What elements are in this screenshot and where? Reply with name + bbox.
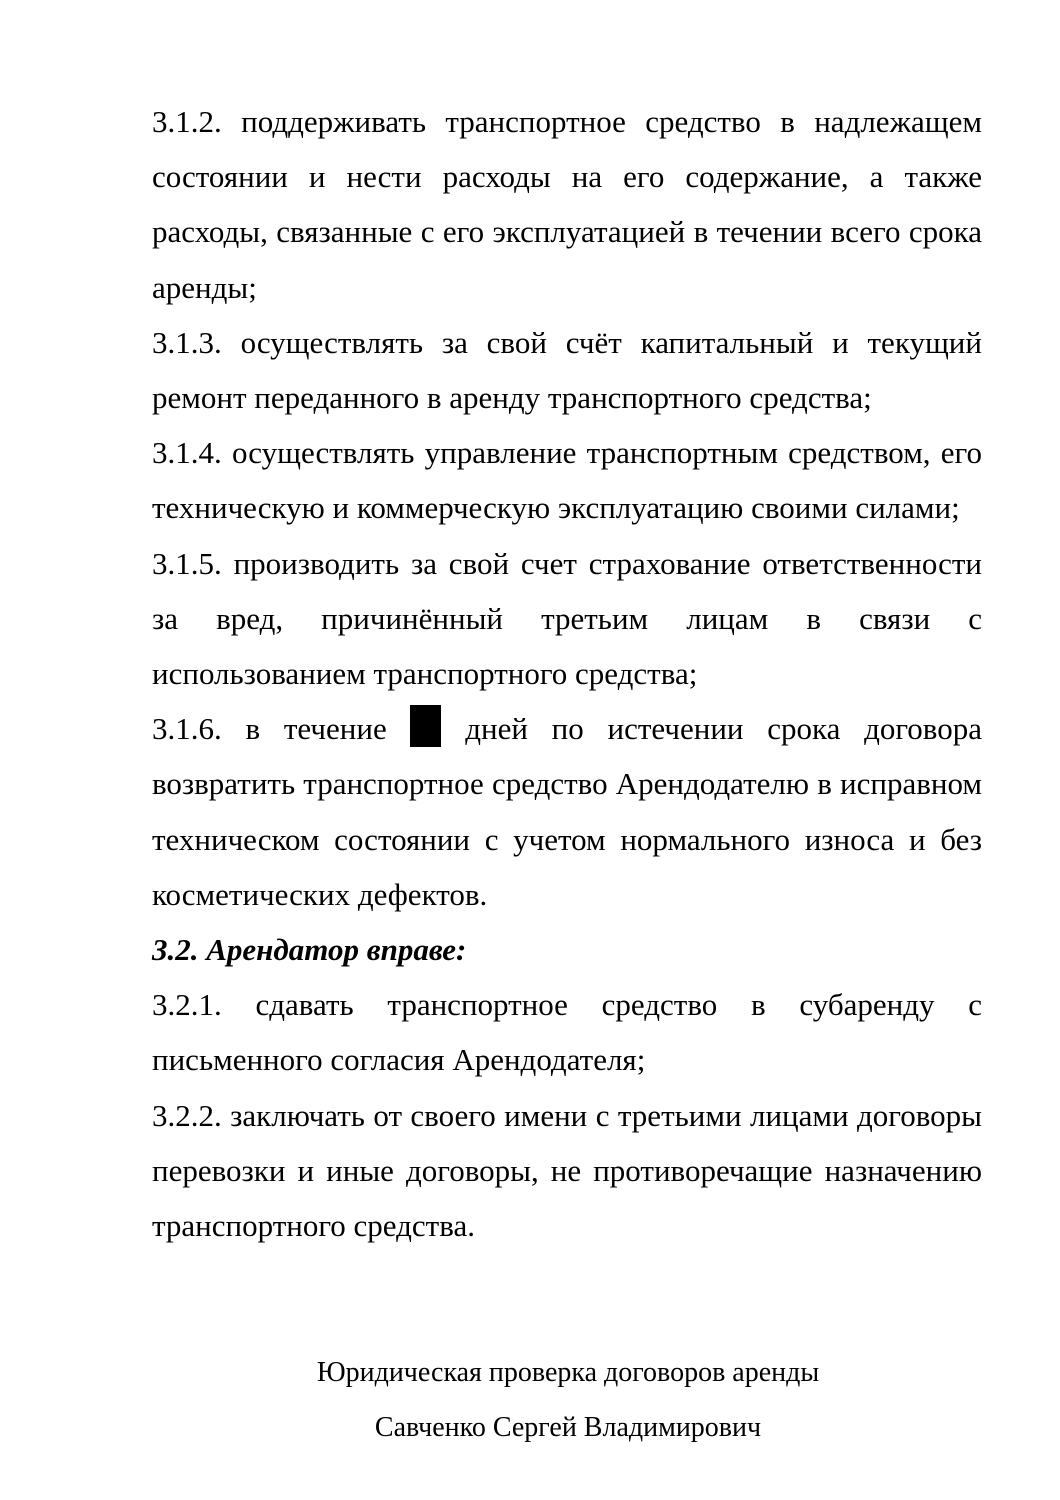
clause-3-1-6-end: дней по истечении срока договора возвратить транспортное средство Арендодателю в исправном техническом состоянии с учетом нормального износа и без косметических дефектов.	[152, 711, 982, 912]
clause-3-2-2: 3.2.2. заключать от своего имени с третьими лицами договоры перевозки и иные договоры, не противоречащие назначению транспортного средства.	[152, 1097, 982, 1244]
clause-3-2-1: 3.2.1. сдавать транспортное средство в субаренду с письменного согласия Арендодателя;	[152, 987, 982, 1078]
footer-line-service: Юридическая проверка договоров аренды	[316, 1357, 820, 1388]
clause-3-1-4: 3.1.4. осуществлять управление транспортным средством, его техническую и коммерческую эксплуатацию своими силами;	[152, 435, 982, 526]
clause-3-1-6-start: 3.1.6. в течение	[152, 711, 387, 747]
redacted-value-block	[410, 705, 441, 747]
clause-3-1-2: 3.1.2. поддерживать транспортное средство в надлежащем состоянии и нести расходы на его содержание, а также расходы, связанные с его эксплуатацией в течении всего срока аренды;	[152, 104, 982, 305]
clause-3-1-3: 3.1.3. осуществлять за свой счёт капитальный и текущий ремонт переданного в аренду транспортного средства;	[152, 324, 982, 416]
document-body	[152, 94, 982, 1253]
footer-line-author: Савченко Сергей Владимирович	[374, 1412, 762, 1443]
clause-3-1-6	[152, 701, 982, 922]
clause-3-1-5: 3.1.5. производить за свой счет страхование ответственности за вред, причинённый третьим лицам в связи с использованием транспортного средства;	[152, 545, 982, 692]
section-heading-3-2: 3.2. Арендатор вправе:	[152, 932, 467, 968]
